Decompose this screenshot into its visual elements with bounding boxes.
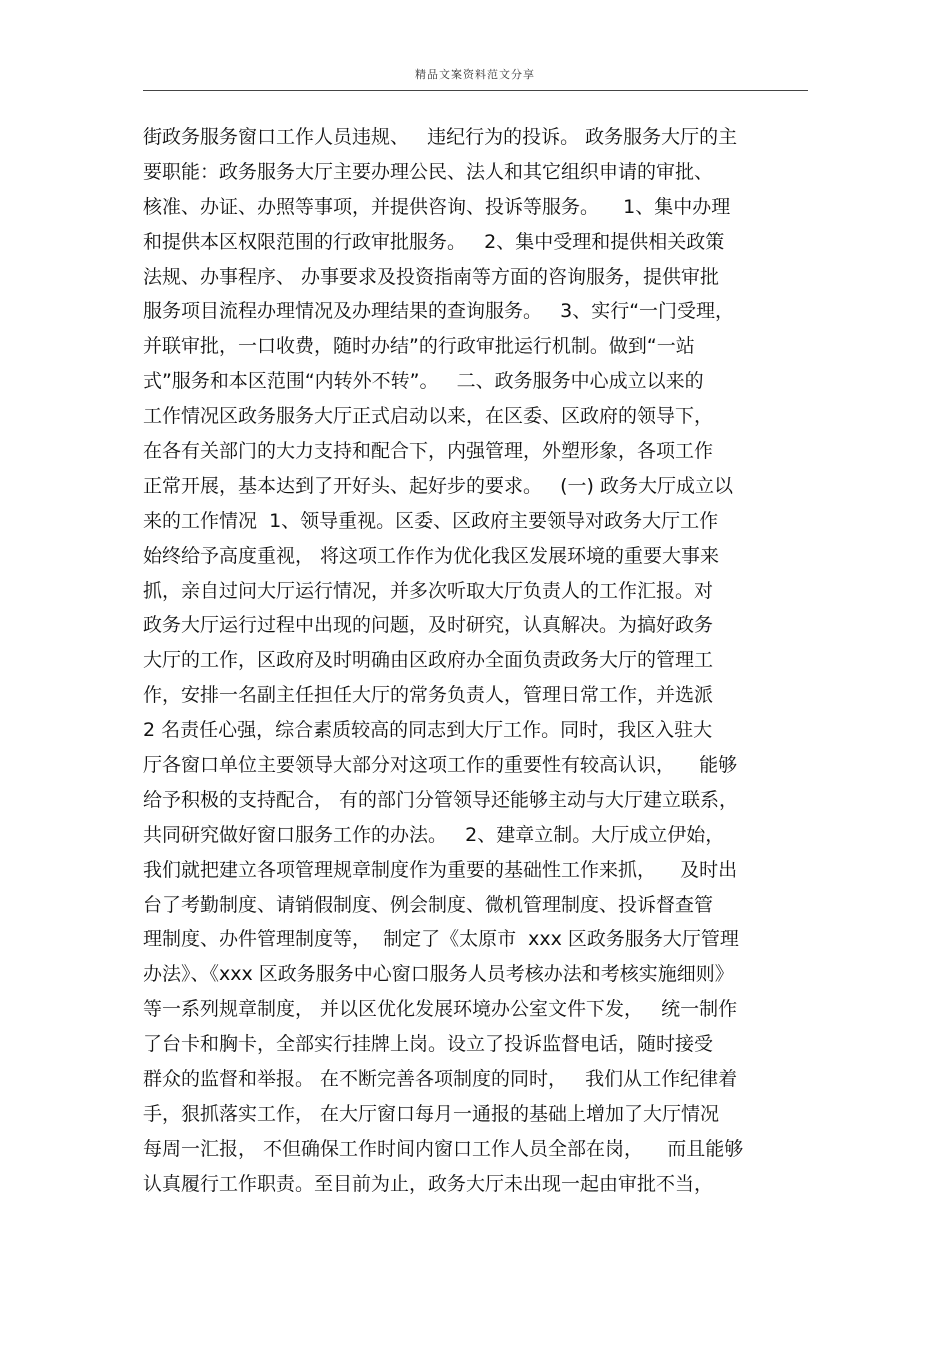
text-line: 要职能：政务服务大厅主要办理公民、法人和其它组织申请的审批、 — [143, 160, 714, 183]
text-line: 手，狠抓落实工作， 在大厅窗口每月一通报的基础上增加了大厅情况 — [143, 1102, 720, 1125]
text-line: 来的工作情况 1、领导重视。区委、区政府主要领导对政务大厅工作 — [143, 509, 719, 532]
text-line: 厅各窗口单位主要领导大部分对这项工作的重要性有较高认识， 能够 — [143, 754, 738, 777]
text-line: 街政务服务窗口工作人员违规、 违纪行为的投诉。 政务服务大厅的主 — [143, 126, 738, 148]
text-line: 给予积极的支持配合， 有的部门分管领导还能够主动与大厅建立联系， — [143, 788, 739, 811]
text-line: 政务大厅运行过程中出现的问题，及时研究，认真解决。为搞好政务 — [143, 614, 714, 637]
text-line: 大厅的工作，区政府及时明确由区政府办全面负责政务大厅的管理工 — [143, 649, 714, 672]
text-line: 等一系列规章制度， 并以区优化发展环境办公室文件下发， 统一制作 — [143, 998, 738, 1021]
text-line: 每周一汇报， 不但确保工作时间内窗口工作人员全部在岗， 而且能够 — [143, 1137, 744, 1160]
text-line: 办法》、《xxx 区政务服务中心窗口服务人员考核办法和考核实施细则》 — [143, 963, 734, 986]
text-line: 在各有关部门的大力支持和配合下，内强管理，外塑形象，各项工作 — [143, 440, 714, 463]
text-line: 群众的监督和举报。 在不断完善各项制度的同时， 我们从工作纪律着 — [143, 1068, 738, 1091]
text-line: 2 名责任心强，综合素质较高的同志到大厅工作。同时，我区入驻大 — [143, 719, 713, 742]
text-line: 我们就把建立各项管理规章制度作为重要的基础性工作来抓， 及时出 — [143, 858, 738, 881]
text-line: 法规、办事程序、 办事要求及投资指南等方面的咨询服务，提供审批 — [143, 265, 720, 288]
text-line: 认真履行工作职责。至目前为止，政务大厅未出现一起由审批不当， — [143, 1172, 714, 1195]
text-line: 共同研究做好窗口服务工作的办法。 2、建章立制。大厅成立伊始， — [143, 823, 725, 846]
text-line: 和提供本区权限范围的行政审批服务。 2、集中受理和提供相关政策 — [143, 230, 725, 253]
text-line: 正常开展，基本达到了开好头、起好步的要求。 (一) 政务大厅成立以 — [143, 474, 733, 497]
text-line: 抓，亲自过问大厅运行情况，并多次听取大厅负责人的工作汇报。对 — [143, 579, 714, 602]
header-divider — [143, 90, 808, 91]
text-line: 核准、办证、办照等事项，并提供咨询、投诉等服务。 1、集中办理 — [143, 195, 731, 218]
page-header: 精品文案资料范文分享 — [415, 68, 535, 81]
text-line: 理制度、办件管理制度等， 制定了《太原市 xxx 区政务服务大厅管理 — [143, 928, 739, 951]
text-line: 始终给予高度重视， 将这项工作作为优化我区发展环境的重要大事来 — [143, 544, 720, 567]
text-line: 了台卡和胸卡，全部实行挂牌上岗。设立了投诉监督电话，随时接受 — [143, 1033, 714, 1056]
body-text — [143, 120, 808, 1202]
text-line: 台了考勤制度、请销假制度、例会制度、微机管理制度、投诉督查管 — [143, 893, 714, 916]
text-line: 服务项目流程办理情况及办理结果的查询服务。 3、实行“一门受理， — [143, 300, 735, 323]
text-line: 工作情况区政务服务大厅正式启动以来，在区委、区政府的领导下， — [143, 405, 714, 428]
text-line: 式”服务和本区范围“内转外不转”。 二、政务服务中心成立以来的 — [143, 370, 704, 393]
text-line: 并联审批，一口收费，随时办结”的行政审批运行机制。做到“一站 — [143, 335, 695, 358]
text-line: 作，安排一名副主任担任大厅的常务负责人，管理日常工作，并选派 — [143, 684, 714, 707]
